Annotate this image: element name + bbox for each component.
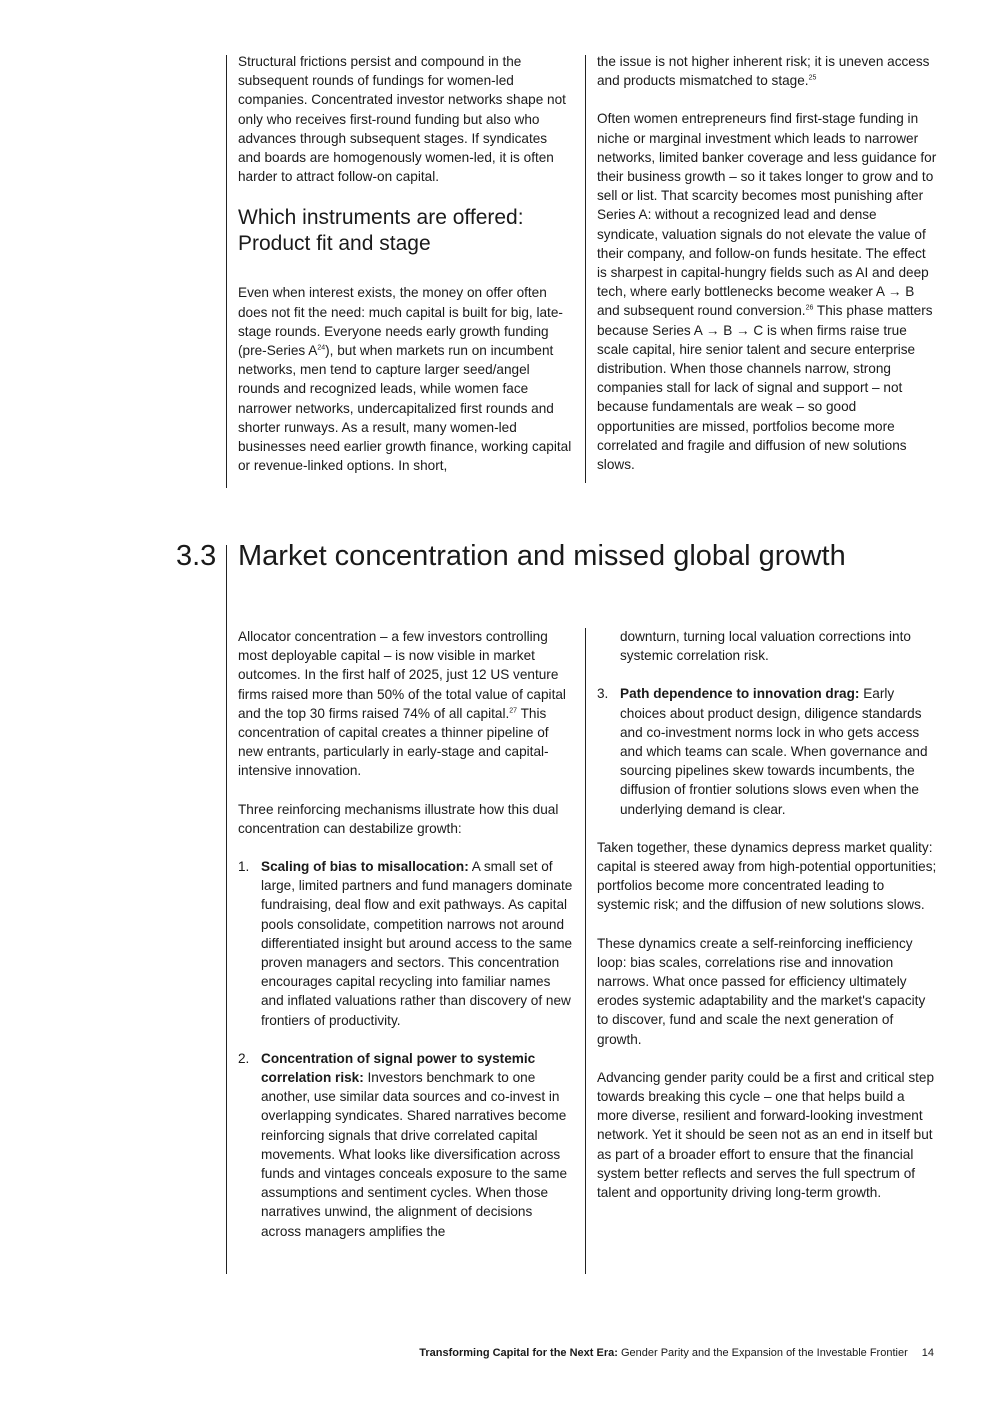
list-item: 2. Concentration of signal power to systemic correlation risk: Investors benchmark to one another, use similar data sources and co-invest in overlapping syndicates. Shared narratives become reinforcing signals that drive correlated capital movements. What looks like diversification across funds and vintages conceals exposure to the same assumptions and sentiment cycles. When those narratives unwind, the alignment of decisions across managers amplifies the [238,1050,568,1239]
page-footer [419,1346,934,1360]
list-item: 1. Scaling of bias to misallocation: A small set of large, limited partners and fund managers dominate fundraising, deal flow and exit pathways. As capital pools consolidate, competition narrows not around differentiated insight but around access to the same proven managers and sectors. This concentration encourages capital recycling into familiar names and inflated valuations rather than discovery of new frontiers of productivity. [238,859,573,1028]
page-number: 14 [921,1347,934,1359]
mechanism-list [238,857,574,1241]
paragraph: Taken together, these dynamics depress market quality: capital is steered away from high-potential opportunities; portfolios become more concentrated leading to systemic risk; and the diffusion of new solutions slows. [597,839,937,913]
footnote-ref: 26 [805,304,814,312]
section-title: Market concentration and missed global growth [238,540,846,572]
column-rule-bottom-middle [585,628,586,1274]
paragraph: Three reinforcing mechanisms illustrate how this dual concentration can destabilize growth: [238,801,559,836]
paragraph: Structural frictions persist and compound in the subsequent rounds of fundings for women-led companies. Concentrated investor networks shape not only who receives first-round funding but also who advances through subsequent stages. If syndicates and boards are homogenously women-led, it is often harder to attract follow-on capital. [238,54,566,185]
subheading: Which instruments are offered: Product fit and stage [238,206,524,256]
top-left-column [238,52,572,475]
paragraph: the issue is not higher inherent risk; it is uneven access and products mismatched to stage.$^{25}$ [597,54,930,89]
paragraph: These dynamics create a self-reinforcing inefficiency loop: bias scales, correlations rise and innovation narrows. What once passed for efficiency ultimately erodes systemic adaptability and the market's capacity to discover, fund and scale the next generation of growth. [597,935,926,1047]
list-item-continued: downturn, turning local valuation corrections into systemic correlation risk. [620,629,911,664]
list-item: 3. Path dependence to innovation drag: Early choices about product design, diligence standards and co-investment norms lock in who gets access and which teams can scale. When governance and sourcing pipelines skew towards incumbents, the diffusion of frontier solutions slows even when the underlying demand is clear. [597,686,928,817]
section-rule [226,545,227,1274]
paragraph: Often women entrepreneurs find first-stage funding in niche or marginal investment which leads to narrower networks, limited banker coverage and less guidance for their business growth – so it takes longer to grow and to sell or list. That scarcity becomes most punishing after Series A: without a recognized lead and dense syndicate, valuation signals do not elevate the value of their company, and follow-on funds hesitate. The effect is sharpest in capital-hungry fields such as AI and deep tech, where early bottlenecks become weaker A → B and subsequent round conversion.$^{26}$ This phase matters because Series A → B → C is when firms raise true scale capital, hire senior talent and secure enterprise distribution. When those channels narrow, strong companies stall for lack of signal and support – not because fundamentals are weak – so good opportunities are missed, portfolios become more correlated and fragile and diffusion of new solutions slows. [597,111,937,473]
mechanism-list-continued [597,684,937,818]
footnote-ref: 24 [317,344,326,352]
paragraph: Even when interest exists, the money on offer often does not fit the need: much capital is built for big, late-stage rounds. Everyone needs early growth funding (pre-Series $A^{24}$), but when markets run on incumbent networks, men tend to capture larger seed/angel rounds and recognized leads, while women face narrower networks, undercapitalized first rounds and shorter runways. As a result, many women-led businesses need earlier growth finance, working capital or revenue-linked options. In short, [238,285,572,474]
paragraph: Advancing gender parity could be a first and critical step towards breaking this cycle – one that helps build a more diverse, resilient and forward-looking investment network. Yet it should be seen not as an end in itself but as part of a broader effort to ensure that the financial system better reflects and serves the full spectrum of talent and opportunity driving long-term growth. [597,1069,935,1201]
top-right-column [597,52,937,474]
paragraph: Allocator concentration – a few investors controlling most deployable capital – is now visible in market outcomes. In the first half of 2025, just 12 US venture firms raised more than 50% of the total value of capital and the top 30 firms raised 74% of all capital.$^{27}$ This concentration of capital creates a thinner pipeline of new entrants, particularly in early-stage and capital-intensive innovation. [238,629,566,779]
footnote-ref: 25 [808,74,817,82]
footer-title: Gender Parity and the Expansion of the Investable Frontier [617,1347,908,1359]
footnote-ref: 27 [509,707,518,715]
footer-title-bold: Transforming Capital for the Next Era: [419,1347,618,1359]
column-rule-top-middle [585,55,586,483]
bottom-right-column [597,627,937,1202]
section-number: 3.3 [176,540,217,572]
bottom-left-column [238,627,574,1260]
column-rule-top-left [226,55,227,488]
